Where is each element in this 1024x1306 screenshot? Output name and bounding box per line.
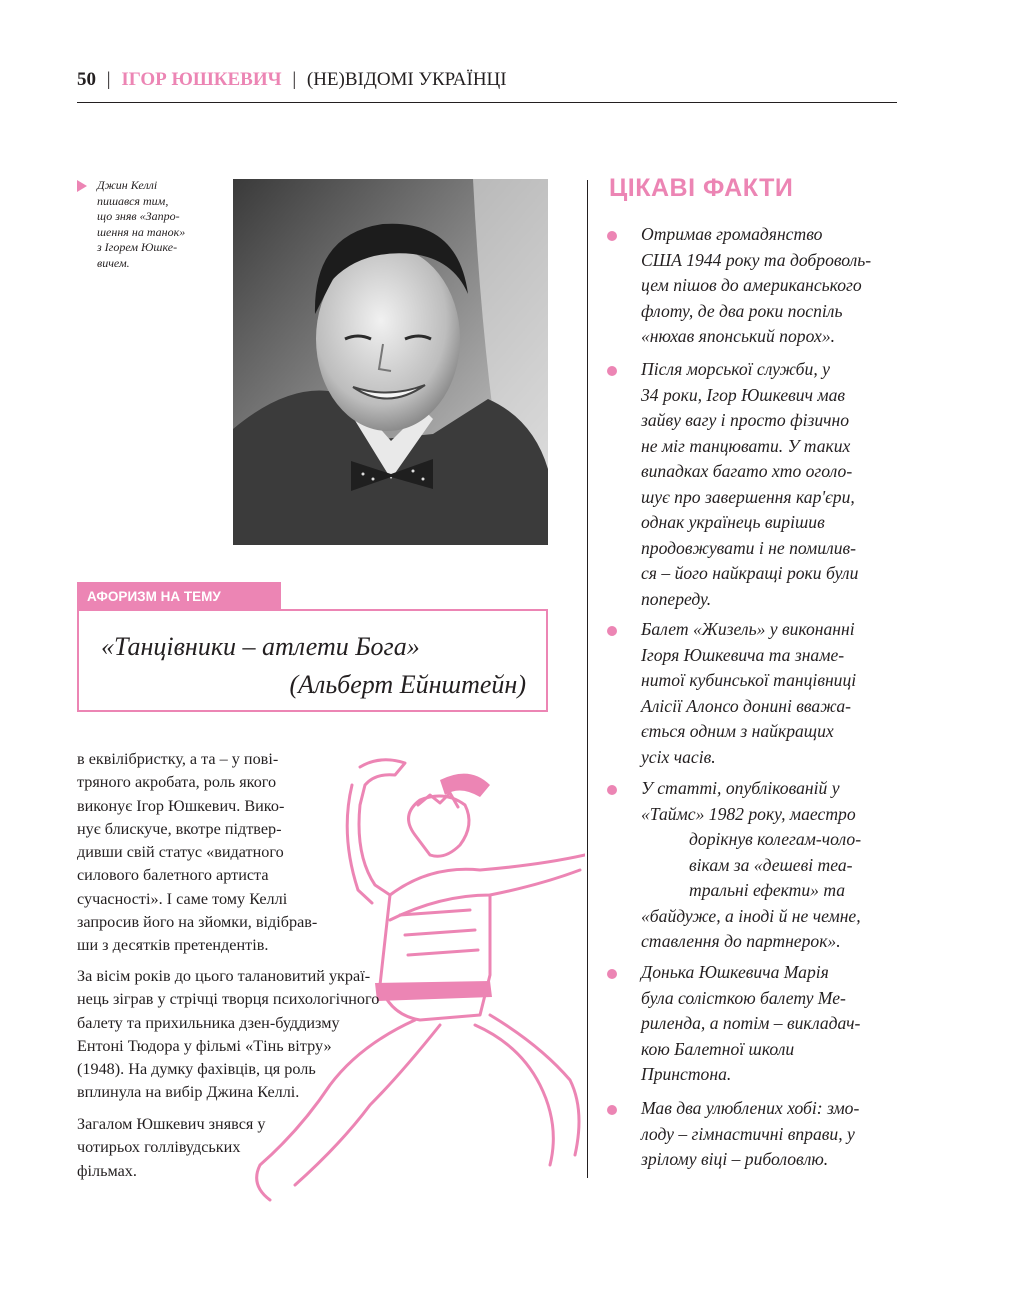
body-line: вплинула на вибір Джина Келлі. bbox=[77, 1083, 300, 1102]
aphorism-tab: АФОРИЗМ НА ТЕМУ bbox=[77, 582, 281, 610]
fact-line: Після морської служби, у bbox=[641, 359, 830, 379]
body-line: виконує Ігор Юшкевич. Вико- bbox=[77, 796, 285, 815]
body-line: За вісім років до цього талановитий украї- bbox=[77, 967, 371, 985]
fact-line: дорікнув колегам-чоло- bbox=[689, 829, 862, 849]
bullet-icon bbox=[607, 366, 617, 376]
fact-line: «Таймс» 1982 року, маестро bbox=[641, 803, 856, 824]
fact-line: флоту, де два роки поспіль bbox=[641, 300, 843, 321]
bullet-icon bbox=[607, 231, 617, 241]
fact-line: випадках багато хто оголо- bbox=[641, 461, 853, 481]
caption-arrow-icon bbox=[77, 180, 87, 192]
body-paragraph bbox=[77, 748, 317, 958]
caption-line: з Ігорем Юшке- bbox=[97, 240, 178, 254]
fact-line: Донька Юшкевича Марія bbox=[641, 962, 829, 982]
fact-line: 34 роки, Ігор Юшкевич мав bbox=[641, 384, 846, 405]
fact-line: У статті, опублікованій у bbox=[641, 778, 840, 798]
body-line: чотирьох голлівудських bbox=[77, 1138, 241, 1157]
book-title: (НЕ)ВІДОМІ УКРАЇНЦІ bbox=[306, 69, 507, 90]
fact-line: цем пішов до американського bbox=[641, 275, 862, 295]
facts-title: ЦІКАВІ ФАКТИ bbox=[609, 174, 794, 202]
fact-line: Балет «Жизель» у виконанні bbox=[641, 619, 855, 639]
fact-line: ставлення до партнерок». bbox=[641, 931, 841, 951]
fact-line: США 1944 року та доброволь- bbox=[641, 249, 872, 270]
fact-line: усіх часів. bbox=[641, 746, 716, 767]
fact-line: однак українець вирішив bbox=[641, 512, 825, 532]
aphorism-author: (Альберт Ейнштейн) bbox=[289, 670, 526, 699]
body-paragraph bbox=[77, 1113, 265, 1183]
fact-line: шує про завершення кар'єри, bbox=[641, 486, 855, 507]
aphorism-quote: «Танцівники – атлети Бога» bbox=[101, 632, 420, 661]
fact-line: «нюхав японський порох». bbox=[641, 326, 836, 346]
body-line: запросив його на зйомки, відібрав- bbox=[77, 913, 318, 932]
body-line: нець зіграв у стрічці творця психологічного bbox=[77, 990, 380, 1009]
chapter-title: ІГОР ЮШКЕВИЧ bbox=[121, 69, 282, 90]
fact-line: ся – його найкращі роки були bbox=[641, 563, 859, 583]
fact-line: зайву вагу і просто фізично bbox=[641, 410, 850, 430]
fact-line: Алісії Алонсо донині вважа- bbox=[641, 695, 851, 716]
fact-line: нитої кубинської танцівниці bbox=[641, 670, 857, 690]
fact-line: вікам за «дешеві теа- bbox=[689, 854, 853, 875]
body-line: дивши свій статус «видатного bbox=[77, 843, 284, 862]
photo-caption bbox=[97, 178, 227, 271]
fact-line: Принстона. bbox=[641, 1064, 732, 1084]
body-line: силового балетного артиста bbox=[77, 866, 269, 885]
fact-line: кою Балетної школи bbox=[641, 1038, 795, 1059]
fact-line: Ігоря Юшкевича та знаме- bbox=[641, 644, 845, 665]
aphorism-box bbox=[77, 609, 548, 712]
caption-line: Джин Келлі bbox=[97, 178, 158, 192]
bullet-icon bbox=[607, 1105, 617, 1115]
fact-line: Отримав громадянство bbox=[641, 224, 823, 244]
page-number: 50 bbox=[77, 69, 96, 90]
fact-line: ється одним з найкращих bbox=[641, 721, 834, 741]
fact-line: риленда, а потім – викладач- bbox=[641, 1013, 861, 1033]
body-line: Ентоні Тюдора у фільмі «Тінь вітру» bbox=[77, 1036, 332, 1055]
fact-line: була солісткою балету Ме- bbox=[641, 987, 846, 1008]
body-line: фільмах. bbox=[77, 1161, 137, 1180]
fact-line: зрілому віці – риболовлю. bbox=[641, 1149, 829, 1169]
bullet-icon bbox=[607, 969, 617, 979]
page-header bbox=[77, 66, 897, 103]
bullet-icon bbox=[607, 785, 617, 795]
caption-line: вичем. bbox=[97, 255, 130, 270]
caption-line: пишався тим, bbox=[97, 193, 169, 208]
body-paragraph bbox=[77, 965, 379, 1105]
bullet-icon bbox=[607, 626, 617, 636]
caption-line: що зняв «Запро- bbox=[97, 209, 180, 223]
column-divider bbox=[587, 180, 588, 1178]
fact-line: лоду – гімнастичні вправи, у bbox=[641, 1123, 855, 1144]
caption-line: шення на танок» bbox=[97, 224, 186, 239]
fact-line: «байдуже, а іноді й не чемне, bbox=[641, 905, 861, 926]
body-line: тряного акробата, роль якого bbox=[77, 773, 277, 792]
header-separator: | bbox=[292, 69, 297, 90]
body-line: сучасності». І саме тому Келлі bbox=[77, 889, 288, 908]
fact-line: продовжувати і не помилив- bbox=[641, 537, 857, 558]
body-line: Загалом Юшкевич знявся у bbox=[77, 1115, 266, 1133]
header-separator: | bbox=[106, 69, 111, 90]
body-line: в еквілібристку, а та – у пові- bbox=[77, 750, 279, 768]
body-line: нує блискуче, вкотре підтвер- bbox=[77, 819, 282, 838]
body-line: (1948). На думку фахівців, ця роль bbox=[77, 1060, 316, 1079]
fact-line: попереду. bbox=[641, 588, 712, 609]
fact-line: не міг танцювати. У таких bbox=[641, 435, 851, 456]
fact-line: Мав два улюблених хобі: змо- bbox=[641, 1098, 860, 1118]
body-line: балету та прихильника дзен-буддизму bbox=[77, 1013, 340, 1032]
fact-line: тральні ефекти» та bbox=[689, 880, 846, 900]
portrait-photo bbox=[233, 179, 548, 545]
body-line: ши з десятків претендентів. bbox=[77, 936, 269, 955]
